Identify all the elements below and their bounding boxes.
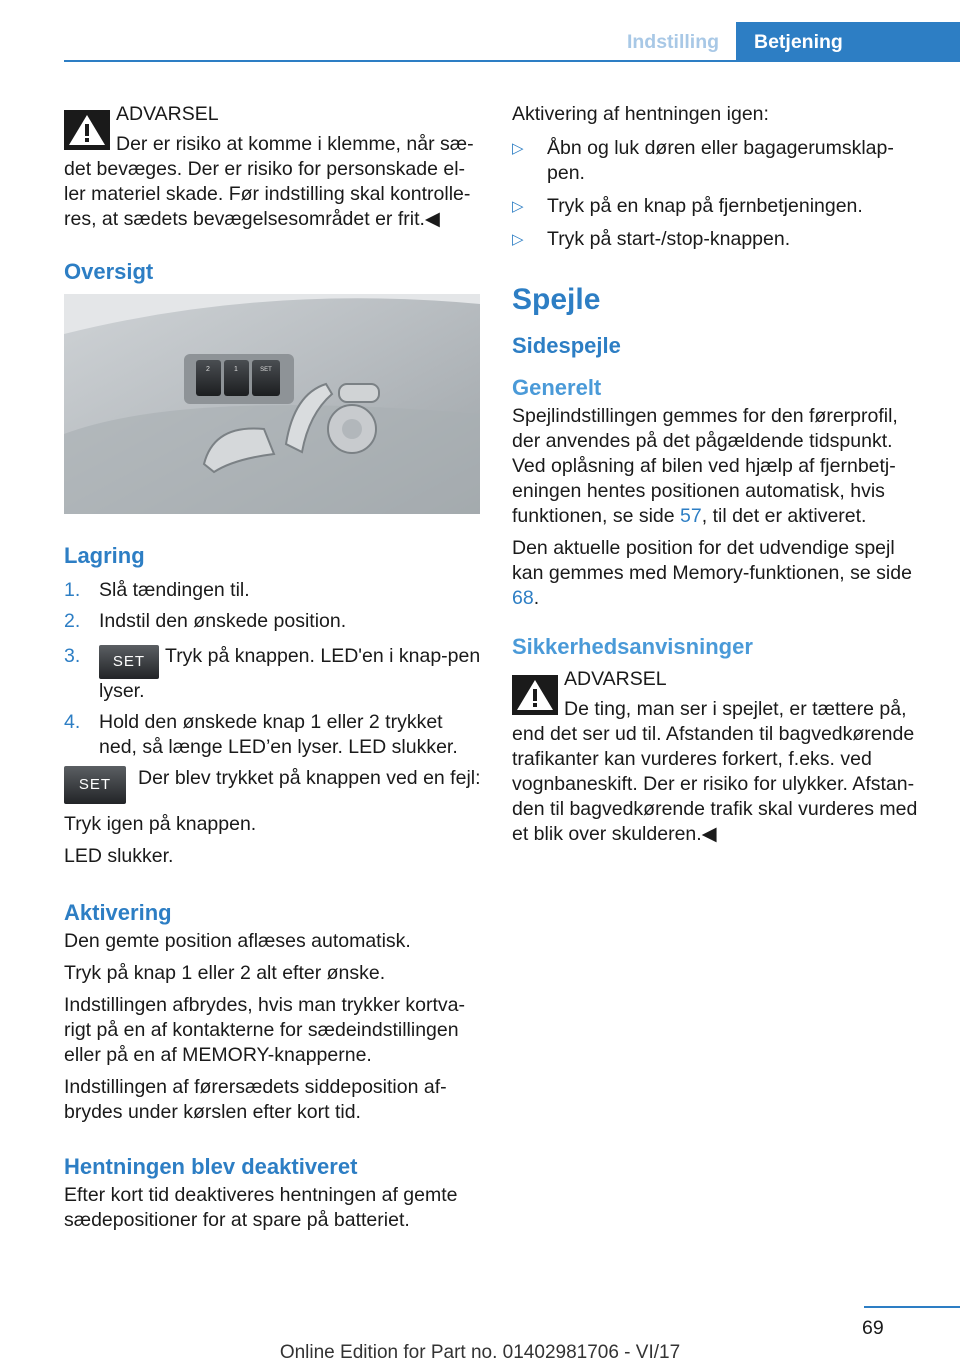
- step-number: 4.: [64, 711, 81, 733]
- heading-hentning-deaktiveret: Hentningen blev deaktiveret: [64, 1154, 358, 1179]
- paragraph: [512, 536, 930, 611]
- heading-sikkerhedsanvisninger: Sikkerhedsanvisninger: [512, 634, 753, 659]
- list-item: [512, 194, 930, 219]
- photo-button-set: SET: [260, 367, 272, 373]
- warning-title: ADVARSEL: [564, 668, 667, 690]
- heading-oversigt: Oversigt: [64, 259, 154, 284]
- step-number: 3.: [64, 645, 81, 667]
- triangle-bullet-icon: ▷: [512, 140, 524, 157]
- page-link-68[interactable]: 68: [512, 587, 534, 609]
- paragraph: Den gemte position aflæses automatisk.: [64, 930, 411, 952]
- page-number-rule: [864, 1306, 960, 1308]
- warning-first-line: De ting, man ser i spejlet, er tættere på,: [564, 698, 907, 720]
- warning-triangle-icon: [64, 110, 110, 150]
- photo-button-1: 1: [234, 366, 238, 373]
- step-text: Indstil den ønskede position.: [99, 610, 347, 632]
- heading-aktivering: Aktivering: [64, 900, 172, 925]
- step-item: [64, 710, 482, 760]
- warning-text: det bevæges. Der er risiko for personskade el-ler materiel skade. Før indstilling skal kontrolle-res, at sædets bevægelsesområdet er frit.◀: [64, 158, 471, 230]
- triangle-bullet-icon: ▷: [512, 231, 524, 248]
- note-text: Der blev trykket på knappen ved en fejl:: [138, 767, 481, 789]
- warning-first-line: Der er risiko at komme i klemme, når sæ-: [116, 133, 474, 155]
- note-block: [64, 766, 482, 804]
- heading-generelt: Generelt: [512, 375, 602, 400]
- step-number: 2.: [64, 610, 81, 632]
- warning-block-mirror: [512, 667, 930, 847]
- list-item-text: Tryk på start-/stop-knappen.: [547, 228, 791, 250]
- text: , til det er aktiveret.: [701, 505, 867, 527]
- paragraph: Aktivering af hentningen igen:: [512, 103, 769, 125]
- triangle-bullet-icon: ▷: [512, 198, 524, 215]
- paragraph: Tryk på knap 1 eller 2 alt efter ønske.: [64, 962, 386, 984]
- step-item: [64, 644, 482, 704]
- list-item: [512, 136, 930, 186]
- paragraph: Indstillingen afbrydes, hvis man trykker kortva-rigt på en af kontakterne for sædeindstillingen eller på en af MEMORY-knapperne.: [64, 994, 465, 1066]
- text: .: [533, 587, 540, 609]
- list-item: [512, 227, 930, 252]
- heading-sidespejle: Sidespejle: [512, 333, 621, 358]
- right-column: [512, 102, 930, 847]
- step-text: Hold den ønskede knap 1 eller 2 trykket ned, så længe LED’en lyser. LED slukker.: [99, 711, 458, 758]
- left-column: [64, 102, 482, 1240]
- page-link-57[interactable]: 57: [680, 505, 702, 527]
- warning-title: ADVARSEL: [116, 103, 219, 125]
- step-text: Slå tændingen til.: [99, 579, 250, 601]
- warning-triangle-icon: [512, 675, 558, 715]
- list-item-text: Åbn og luk døren eller bagagerumsklap-pen.: [547, 137, 894, 184]
- step-item: [64, 578, 482, 603]
- heading-spejle: Spejle: [512, 283, 601, 316]
- paragraph: LED slukker.: [64, 845, 174, 867]
- warning-block-seat: [64, 102, 482, 232]
- heading-lagring: Lagring: [64, 543, 145, 568]
- step-text: Tryk på knappen. LED'en i knap-pen lyser.: [99, 645, 481, 702]
- paragraph: Efter kort tid deaktiveres hentningen af gemte sædepositioner for at spare på batteriet.: [64, 1184, 458, 1231]
- header-rule: [64, 60, 960, 62]
- set-button-icon: SET: [64, 766, 126, 804]
- text: Den aktuelle position for det udvendige spejl kan gemmes med Memory-funktionen, se side: [512, 537, 912, 584]
- paragraph: [512, 404, 930, 529]
- header-chapter-tab: Betjening: [736, 22, 960, 62]
- seat-controls-photo: [64, 294, 480, 514]
- list-item-text: Tryk på en knap på fjernbetjeningen.: [547, 195, 863, 217]
- step-item: [64, 609, 482, 634]
- paragraph: Indstillingen af førersædets siddeposition af-brydes under kørslen efter kort tid.: [64, 1076, 447, 1123]
- photo-button-2: 2: [206, 366, 210, 373]
- page-number: 69: [862, 1317, 884, 1339]
- set-button-icon: SET: [99, 645, 159, 679]
- header-section-tab: Indstilling: [626, 31, 720, 53]
- footer-edition: Online Edition for Part no. 01402981706 - VI/17: [279, 1342, 681, 1363]
- paragraph: Tryk igen på knappen.: [64, 813, 257, 835]
- lagring-steps: [64, 578, 482, 760]
- reactivation-list: [512, 136, 930, 252]
- text: Spejlindstillingen gemmes for den førerprofil, der anvendes på det pågældende tidspunkt. Ved oplåsning af bilen ved hjælp af fjernbetj-eningen hentes positionen automatisk, hvis funktionen, se side: [512, 405, 898, 527]
- step-number: 1.: [64, 579, 81, 601]
- warning-text: end det ser ud til. Afstanden til bagvedkørende trafikanter kan vurderes forkert, f.eks. ved vognbaneskift. Der er risiko for ulykker. Afstan-den til bagvedkørende trafik skal vurderes med et blik over skulderen.◀: [512, 723, 918, 845]
